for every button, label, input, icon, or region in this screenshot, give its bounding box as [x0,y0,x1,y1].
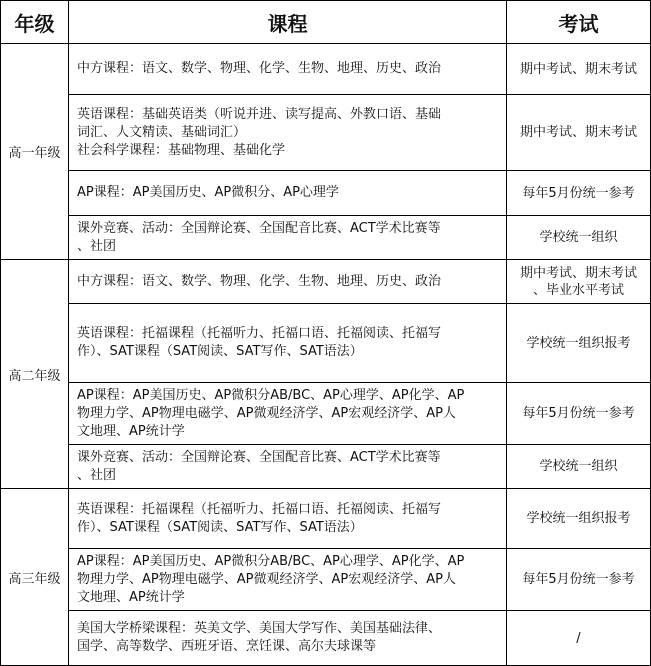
table-row [1,611,651,666]
course-text: 中方课程：语文、数学、物理、化学、生物、地理、历史、政治 [77,273,442,289]
course-text: 、社团 [77,467,117,483]
table-row [1,44,651,95]
exam-cell [507,260,651,304]
exam-cell [507,304,651,383]
grade-cell: 高三年级 [1,489,69,666]
course-text: 物理力学、AP物理电磁学、AP微观经济学、AP宏观经济学、AP人 [77,405,456,421]
exam-text: 学校统一组织报考 [526,335,631,351]
table-row [1,95,651,171]
course-cell [69,445,507,489]
course-cell [69,383,507,445]
header-row [1,1,651,44]
header-course: 课程 [69,1,507,44]
header-grade: 年级 [1,1,69,44]
course-cell [69,549,507,611]
exam-cell [507,44,651,95]
course-text: 词汇、人文精读、基础词汇） [77,124,247,140]
course-text: AP课程：AP美国历史、AP微积分AB/BC、AP心理学、AP化学、AP [77,553,465,569]
course-cell [69,171,507,216]
exam-text: / [576,630,581,646]
grade-cell: 高二年级 [1,260,69,489]
course-cell [69,95,507,171]
course-cell [69,216,507,260]
course-text: 、社团 [77,238,117,254]
course-text: 英语课程：托福课程（托福听力、托福口语、托福阅读、托福写 [77,326,442,341]
table-row [1,304,651,383]
exam-cell [507,216,651,260]
table-row [1,383,651,445]
table-row [1,445,651,489]
exam-cell [507,489,651,549]
exam-cell [507,171,651,216]
course-text: 课外竞赛、活动：全国辩论赛、全国配音比赛、ACT学术比赛等 [77,449,441,465]
course-text: 作）、SAT课程（SAT阅读、SAT写作、SAT语法） [77,344,363,359]
course-text: 物理力学、AP物理电磁学、AP微观经济学、AP宏观经济学、AP人 [77,571,456,587]
course-text: AP课程：AP美国历史、AP微积分、AP心理学 [77,185,339,200]
course-text: AP课程：AP美国历史、AP微积分AB/BC、AP心理学、AP化学、AP [77,387,465,403]
grade-cell: 高一年级 [1,44,69,260]
header-exam: 考试 [507,1,651,44]
course-text: 课外竞赛、活动：全国辩论赛、全国配音比赛、ACT学术比赛等 [77,220,441,236]
course-text: 中方课程：语文、数学、物理、化学、生物、地理、历史、政治 [77,61,442,76]
table-row [1,171,651,216]
course-text: 作）、SAT课程（SAT阅读、SAT写作、SAT语法） [77,519,363,535]
course-text: 社会科学课程：基础物理、基础化学 [77,142,286,158]
exam-text: 每年5月份统一参考 [522,185,635,201]
course-cell [69,611,507,666]
table-row [1,216,651,260]
course-text: 文地理、AP统计学 [77,589,185,605]
exam-text: 期中考试、期末考试 [519,125,637,140]
course-text: 英语课程：托福课程（托福听力、托福口语、托福阅读、托福写 [77,501,442,517]
course-cell [69,260,507,304]
course-text: 英语课程：基础英语类（听说并进、读写提高、外教口语、基础 [77,106,442,122]
exam-text: 期中考试、期末考试 [519,61,637,77]
exam-cell [507,445,651,489]
exam-text: 学校统一组织报考 [526,511,631,526]
exam-cell [507,95,651,171]
course-text: 文地理、AP统计学 [77,423,185,439]
course-text: 国学、高等数学、西班牙语、烹饪课、高尔夫球课等 [77,639,377,654]
course-cell [69,304,507,383]
course-cell [69,44,507,95]
exam-text: 学校统一组织 [539,459,618,474]
exam-text: 每年5月份统一参考 [522,406,635,421]
course-text: 美国大学桥梁课程：英美文学、美国大学写作、美国基础法律、 [77,621,442,636]
table-row [1,549,651,611]
exam-cell [507,611,651,666]
exam-text: 期中考试、期末考试 [519,265,637,281]
exam-text: 、毕业水平考试 [532,282,624,298]
exam-text: 学校统一组织 [539,230,618,245]
course-cell [69,489,507,549]
table-row [1,260,651,304]
exam-text: 每年5月份统一参考 [522,572,635,587]
exam-cell [507,549,651,611]
table-row [1,489,651,549]
exam-cell [507,383,651,445]
